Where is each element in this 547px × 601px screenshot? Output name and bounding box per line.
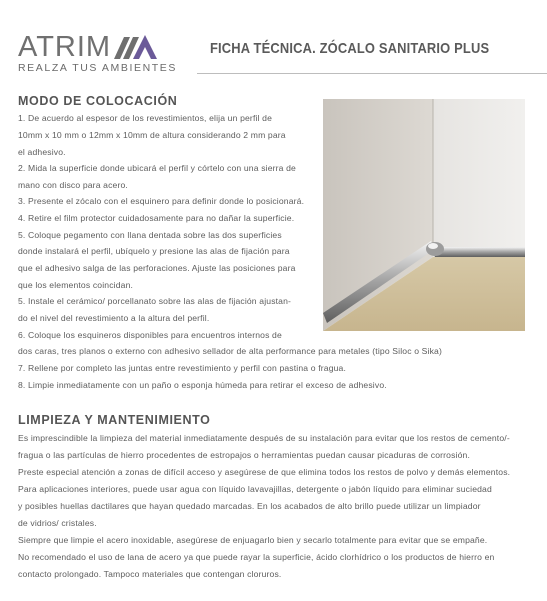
installation-line: do el nivel del revestimiento a la altura del perfil. bbox=[18, 313, 210, 323]
installation-line: que el adhesivo salga de las perforaciones. Ajuste las posiciones para bbox=[18, 263, 296, 273]
cleaning-line: Es imprescindible la limpieza del material inmediatamente después de su instalación para evitar que los restos de cemento/- bbox=[18, 433, 510, 443]
section-title-installation: MODO DE COLOCACIÓN bbox=[18, 94, 178, 108]
header bbox=[0, 0, 547, 80]
installation-line: 1. De acuerdo al espesor de los revestimientos, elija un perfil de bbox=[18, 113, 272, 123]
cleaning-line: fragua o las partículas de hierro procedentes de estropajos o herramientas puedan causar picaduras de corrosión. bbox=[18, 450, 470, 460]
product-photo bbox=[323, 99, 525, 331]
installation-line: 6. Coloque los esquineros disponibles para encuentros internos de bbox=[18, 330, 282, 340]
header-divider bbox=[197, 73, 547, 74]
cleaning-line: y posibles huellas dactilares que hayan quedado marcadas. En los acabados de alto brillo puede utilizar un limpiador bbox=[18, 501, 481, 511]
brand-tagline: REALZA TUS AMBIENTES bbox=[18, 62, 178, 74]
installation-line: que los elementos coincidan. bbox=[18, 280, 134, 290]
installation-line: 8. Limpie inmediatamente con un paño o esponja húmeda para retirar el exceso de adhesivo. bbox=[18, 380, 387, 390]
cleaning-line: de vidrios/ cristales. bbox=[18, 518, 97, 528]
installation-line: 4. Retire el film protector cuidadosamente para no dañar la superficie. bbox=[18, 213, 295, 223]
installation-line: 3. Presente el zócalo con el esquinero para definir donde lo posicionará. bbox=[18, 196, 305, 206]
installation-line: 5. Instale el cerámico/ porcellanato sobre las alas de fijación ajustan- bbox=[18, 296, 292, 306]
cleaning-line: No recomendado el uso de lana de acero ya que puede rayar la superficie, ácido clorhídrico o los productos de hierro en bbox=[18, 552, 495, 562]
cleaning-line: Siempre que limpie el acero inoxidable, asegúrese de enjuagarlo bien y secarlo totalmente para evitar que se empañe. bbox=[18, 535, 488, 545]
brand-logo-icon bbox=[114, 35, 162, 59]
cleaning-line: Preste especial atención a zonas de difícil acceso y asegúrese de que elimina todos los restos de polvo y demás elementos. bbox=[18, 467, 511, 477]
section-title-cleaning: LIMPIEZA Y MANTENIMIENTO bbox=[18, 413, 211, 427]
installation-line: dos caras, tres planos o externo con adhesivo sellador de alta performance para metales (tipo Siloc o Sika) bbox=[18, 346, 442, 356]
installation-line: donde instalará el perfil, ubíquelo y presione las alas de fijación para bbox=[18, 246, 290, 256]
installation-line: el adhesivo. bbox=[18, 147, 66, 157]
installation-line: 2. Mida la superficie donde ubicará el perfil y córtelo con una sierra de bbox=[18, 163, 296, 173]
installation-line: 10mm x 10 mm o 12mm x 10mm de altura considerando 2 mm para bbox=[18, 130, 286, 140]
cleaning-line: contacto prolongado. Tampoco materiales que contengan cloruros. bbox=[18, 569, 282, 579]
document-title: FICHA TÉCNICA. ZÓCALO SANITARIO PLUS bbox=[210, 40, 490, 57]
installation-line: 7. Rellene por completo las juntas entre revestimiento y perfil con pastina o fragua. bbox=[18, 363, 347, 373]
cleaning-line: Para aplicaciones interiores, puede usar agua con líquido lavavajillas, detergente o jabón líquido para eliminar suciedad bbox=[18, 484, 492, 494]
brand-name: ATRIM bbox=[18, 31, 112, 63]
installation-line: 5. Coloque pegamento con llana dentada sobre las dos superficies bbox=[18, 230, 282, 240]
installation-line: mano con disco para acero. bbox=[18, 180, 128, 190]
